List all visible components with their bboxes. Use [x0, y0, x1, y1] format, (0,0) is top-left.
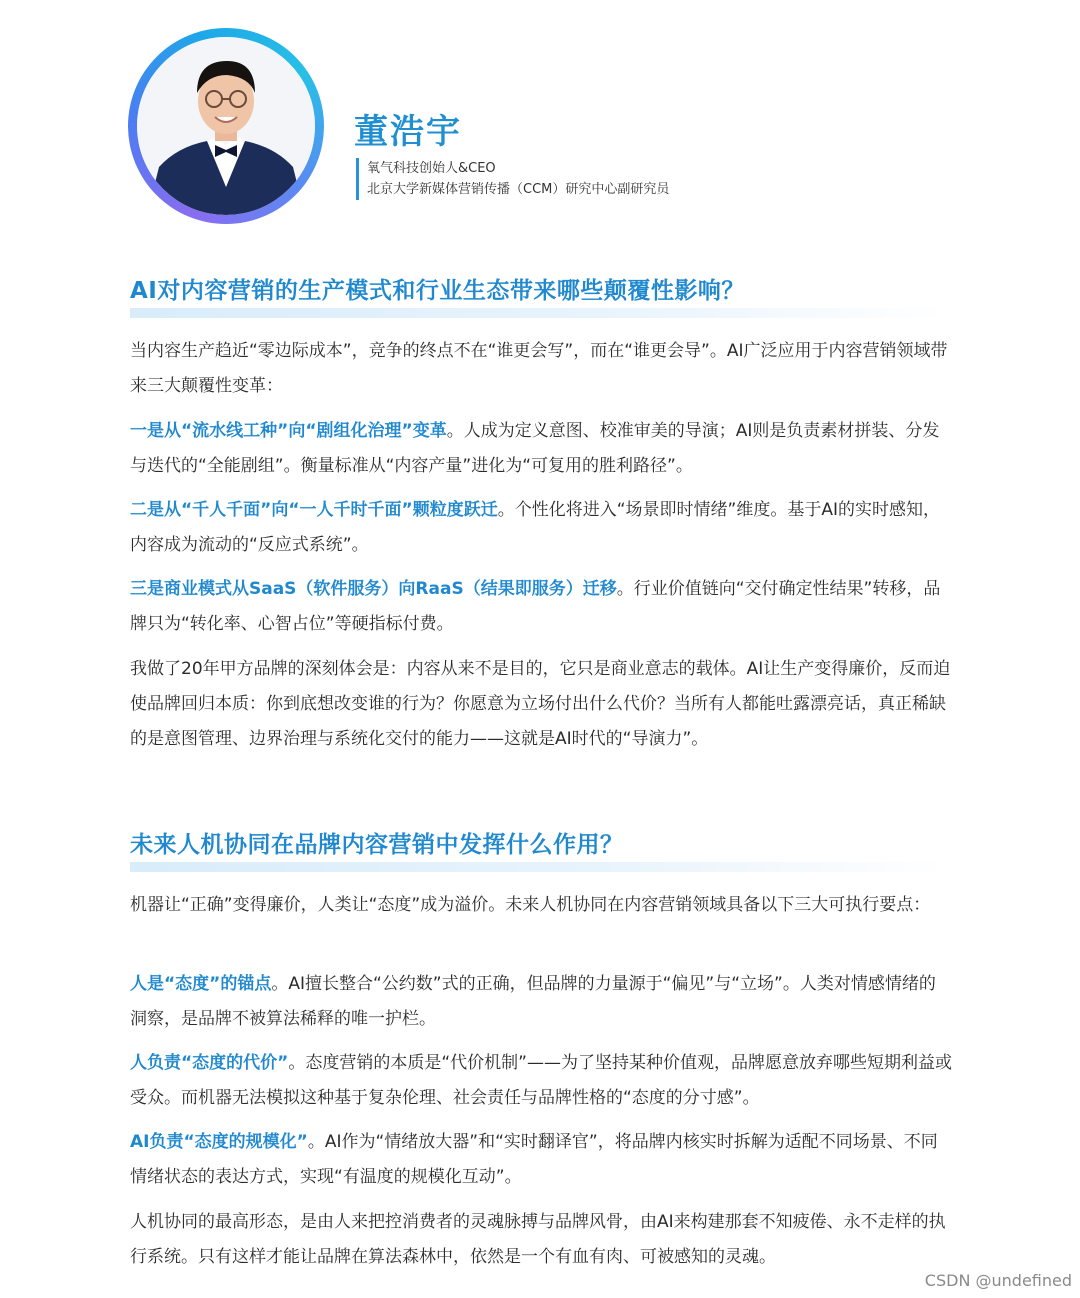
section2-intro: 机器让“正确”变得廉价，人类让“态度”成为溢价。未来人机协同在内容营销领域具备以下三大可执行要点： [130, 895, 931, 915]
section2-point2 [130, 1046, 952, 1116]
section2-title-underline [130, 862, 950, 872]
section1-point2-text: 。个性化将进入“场景即时情绪”维度。基于AI的实时感知，内容成为流动的“反应式系统”。 [130, 500, 940, 555]
section1-intro: 当内容生产趋近“零边际成本”，竞争的终点不在“谁更会写”，而在“谁更会导”。AI广泛应用于内容营销领域带来三大颠覆性变革： [130, 341, 948, 396]
section2-point2-highlight: 人负责“态度的代价” [130, 1053, 289, 1073]
section2-point1-text: 。AI擅长整合“公约数”式的正确，但品牌的力量源于“偏见”与“立场”。人类对情感情绪的洞察，是品牌不被算法稀释的唯一护栏。 [130, 974, 936, 1029]
section1-conclusion: 我做了20年甲方品牌的深刻体会是：内容从来不是目的，它只是商业意志的载体。AI让生产变得廉价，反而迫使品牌回归本质：你到底想改变谁的行为？你愿意为立场付出什么代价？当所有人都能吐露漂亮话，真正稀缺的是意图管理、边界治理与系统化交付的能力——这就是AI时代的“导演力”。 [130, 659, 951, 749]
section1-title: AI对内容营销的生产模式和行业生态带来哪些颠覆性影响？ [130, 278, 745, 304]
profile-titles [356, 158, 669, 200]
section1-point1-highlight: 一是从“流水线工种”向“剧组化治理”变革 [130, 421, 447, 441]
section2-title: 未来人机协同在品牌内容营销中发挥什么作用？ [130, 832, 624, 858]
profile-title-line2: 北京大学新媒体营销传播（CCM）研究中心副研究员 [367, 182, 670, 197]
section1-point3-text: 。行业价值链向“交付确定性结果”转移，品牌只为“转化率、心智占位”等硬指标付费。 [130, 579, 941, 634]
profile-title-line1: 氧气科技创始人&CEO [367, 161, 496, 176]
profile-name: 董浩宇 [354, 112, 462, 152]
section2-point1 [130, 967, 952, 1037]
section1-point3 [130, 572, 952, 642]
watermark: CSDN @undefined [924, 1271, 1072, 1290]
section1-title-underline [130, 308, 950, 318]
section2-point3-highlight: AI负责“态度的规模化” [130, 1132, 308, 1152]
section1-point2-highlight: 二是从“千人千面”向“一人千时千面”颗粒度跃迁 [130, 500, 498, 520]
section1-point2 [130, 493, 952, 563]
section2-point2-text: 。态度营销的本质是“代价机制”——为了坚持某种价值观，品牌愿意放弃哪些短期利益或受众。而机器无法模拟这种基于复杂伦理、社会责任与品牌性格的“态度的分寸感”。 [130, 1053, 952, 1108]
section2-point3 [130, 1125, 952, 1195]
section2-conclusion: 人机协同的最高形态，是由人来把控消费者的灵魂脉搏与品牌风骨，由AI来构建那套不知疲倦、永不走样的执行系统。只有这样才能让品牌在算法森林中，依然是一个有血有肉、可被感知的灵魂。 [130, 1212, 946, 1267]
section1-point1-text: 。人成为定义意图、校准审美的导演；AI则是负责素材拼装、分发与迭代的“全能剧组”。衡量标准从“内容产量”进化为“可复用的胜利路径”。 [130, 421, 940, 476]
section2-point3-text: 。AI作为“情绪放大器”和“实时翻译官”，将品牌内核实时拆解为适配不同场景、不同情绪状态的表达方式，实现“有温度的规模化互动”。 [130, 1132, 938, 1187]
profile-header [0, 0, 1080, 250]
section1-point1 [130, 414, 952, 484]
section1-point3-highlight: 三是商业模式从SaaS（软件服务）向RaaS（结果即服务）迁移 [130, 579, 617, 599]
section2-point1-highlight: 人是“态度”的锚点 [130, 974, 272, 994]
avatar [128, 28, 324, 224]
portrait-photo [137, 37, 315, 215]
